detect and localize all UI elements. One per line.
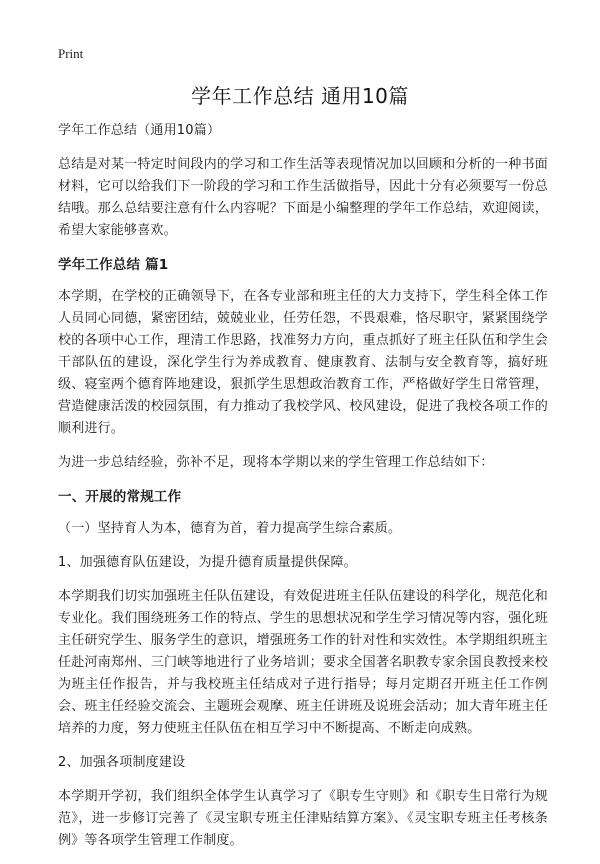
intro-paragraph: 总结是对某一特定时间段内的学习和工作生活等表现情况加以回顾和分析的一种书面材料，它可以给我们下一阶段的学习和工作生活做指导，因此十分有必须要写一份总结哦。那么总结要注意有什么内容呢？下面是小编整理的学年工作总结，欢迎阅读，希望大家能够喜欢。: [58, 157, 548, 238]
item-1-title: 1、加强德育队伍建设，为提升德育质量提供保障。: [58, 555, 357, 570]
print-link[interactable]: Print: [58, 46, 84, 61]
document-subtitle: 学年工作总结（通用10篇）: [58, 123, 221, 138]
item-1-body: 本学期我们切实加强班主任队伍建设，有效促进班主任队伍建设的科学化，规范化和专业化。我们围绕班务工作的特点、学生的思想状况和学生学习情况等内容，强化班主任研究学生、服务学生的意识，增强班务工作的针对性和实效性。本学期组织班主任赴河南郑州、三门峡等地进行了业务培训；要求全国著名职教专家余国良教授来校为班主任作报告，并与我校班主任结成对子进行指导；每月定期召开班主任工作例会、班主任经验交流会、主题班会观摩、班主任讲班及说班会活动；加大青年班主任培养的力度，努力使班主任队伍在相互学习中不断提高、不断走向成熟。: [58, 589, 548, 736]
heading-routine-work: 一、开展的常规工作: [58, 489, 182, 505]
sub-heading-1: （一）坚持育人为本，德育为首，着力提高学生综合素质。: [58, 521, 402, 536]
section-heading-1: 学年工作总结 篇1: [58, 257, 169, 273]
section1-paragraph-1: 本学期，在学校的正确领导下，在各专业部和班主任的大力支持下，学生科全体工作人员同心同德，紧密团结，兢兢业业，任劳任怨，不畏艰难，恪尽职守，紧紧围绕学校的各项中心工作，理清工作思路，找准努力方向，重点抓好了班主任队伍和学生会干部队伍的建设，深化学生行为养成教育、健康教育、法制与安全教育等，搞好班级、寝室两个德育阵地建设，狠抓学生思想政治教育工作，严格做好学生日常管理，营造健康活泼的校园氛围，有力推动了我校学风、校风建设，促进了我校各项工作的顺利进行。: [58, 289, 548, 436]
page-title: 学年工作总结 通用10篇: [191, 84, 409, 108]
item-2-body: 本学期开学初，我们组织全体学生认真学习了《职专生守则》和《职专生日常行为规范》，进一步修订完善了《灵宝职专班主任津贴结算方案》、《灵宝职专班主任考核条例》等各项学生管理工作制度。: [58, 789, 548, 848]
document-body: [58, 120, 548, 864]
section1-paragraph-2: 为进一步总结经验，弥补不足，现将本学期以来的学生管理工作总结如下：: [58, 455, 494, 470]
item-2-title: 2、加强各项制度建设: [58, 755, 186, 770]
